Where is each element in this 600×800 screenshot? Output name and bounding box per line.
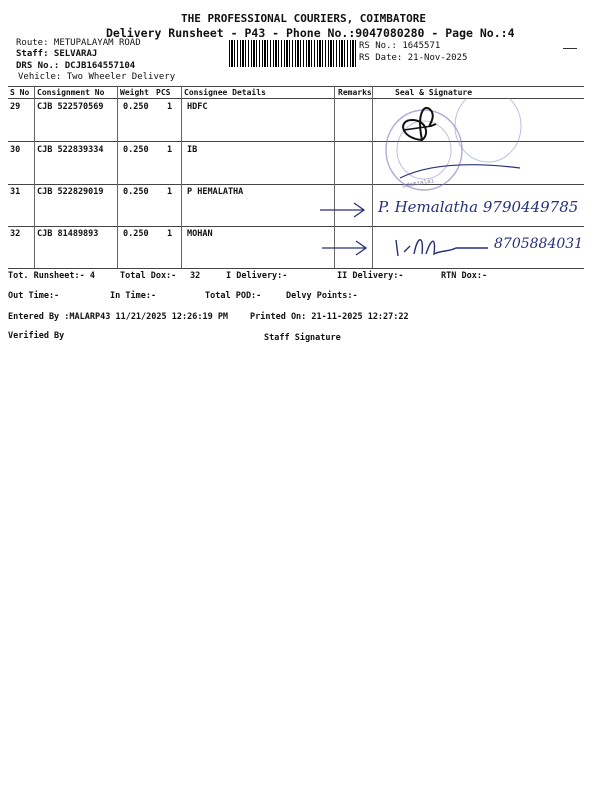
- signature-row29: [392, 100, 462, 145]
- table-row-consignee: P HEMALATHA: [187, 187, 244, 197]
- company-title: THE PROFESSIONAL COURIERS, COIMBATORE: [181, 12, 427, 25]
- table-row-pcs: 1: [167, 102, 173, 112]
- delvy-points: Delvy Points:-: [286, 291, 358, 301]
- corner-mark: [563, 48, 577, 49]
- table-row-consignee: HDFC: [187, 102, 208, 112]
- col-header-consignment: Consignment No: [37, 88, 105, 97]
- table-row-consignee: IB: [187, 145, 198, 155]
- table-row-consignment: CJB 522570569: [37, 102, 104, 112]
- row-divider: [8, 226, 584, 227]
- table-row-pcs: 1: [167, 145, 173, 155]
- handwritten-phone-row32: 8705884031: [494, 236, 584, 252]
- total-runsheet: Tot. Runsheet:- 4: [8, 271, 95, 281]
- table-row-consignment: CJB 81489893: [37, 229, 99, 239]
- col-header-pcs: PCS: [156, 88, 171, 97]
- table-top-border: [8, 86, 584, 87]
- col-header-seal: Seal & Signature: [395, 88, 473, 97]
- entered-by: Entered By :MALARP43 11/21/2025 12:26:19 PM: [8, 312, 229, 322]
- stamp-text: udamzalai: [401, 177, 435, 190]
- table-row-sno: 30: [10, 145, 21, 155]
- table-row-weight: 0.250: [123, 145, 149, 155]
- col-header-consignee: Consignee Details: [184, 88, 266, 97]
- total-dox-label: Total Dox:-: [120, 271, 177, 281]
- in-time: In Time:-: [110, 291, 157, 301]
- col-divider: [117, 86, 118, 268]
- printed-on: Printed On: 21-11-2025 12:27:22: [250, 312, 409, 322]
- col-header-remarks: Remarks: [338, 88, 372, 97]
- out-time: Out Time:-: [8, 291, 60, 301]
- table-row-consignment: CJB 522829019: [37, 187, 104, 197]
- table-row-consignee: MOHAN: [187, 229, 213, 239]
- i-delivery: I Delivery:-: [226, 271, 288, 281]
- col-header-weight: Weight: [120, 88, 149, 97]
- ii-delivery: II Delivery:-: [337, 271, 404, 281]
- drs-number: DRS No.: DCJB164557104: [16, 61, 136, 71]
- staff-signature: Staff Signature: [264, 333, 341, 343]
- verified-by: Verified By: [8, 331, 65, 341]
- col-divider: [34, 86, 35, 268]
- handwritten-signature-row31: P. Hemalatha 9790449785: [378, 198, 579, 216]
- table-row-sno: 31: [10, 187, 21, 197]
- table-row-pcs: 1: [167, 229, 173, 239]
- barcode: [229, 40, 356, 67]
- rtn-dox: RTN Dox:-: [441, 271, 488, 281]
- rs-date: RS Date: 21-Nov-2025: [359, 53, 468, 63]
- total-dox-value: 32: [190, 271, 201, 281]
- table-row-pcs: 1: [167, 187, 173, 197]
- table-row-weight: 0.250: [123, 229, 149, 239]
- col-divider: [181, 86, 182, 268]
- signature-row32: [392, 232, 492, 260]
- col-divider: [372, 86, 373, 268]
- table-row-weight: 0.250: [123, 102, 149, 112]
- table-row-sno: 29: [10, 102, 21, 112]
- table-row-weight: 0.250: [123, 187, 149, 197]
- route-label: Route: METUPALAYAM ROAD: [16, 38, 141, 48]
- runsheet-title: Delivery Runsheet - P43 - Phone No.:9047080280 - Page No.:4: [106, 26, 515, 40]
- total-pod: Total POD:-: [205, 291, 262, 301]
- arrow-icon: [320, 237, 372, 259]
- table-row-consignment: CJB 522839334: [37, 145, 104, 155]
- rs-number: RS No.: 1645571: [359, 41, 441, 51]
- summary-top-border: [8, 268, 584, 269]
- arrow-icon: [318, 198, 370, 220]
- staff-label: Staff: SELVARAJ: [16, 49, 98, 59]
- col-header-sno: S No: [10, 88, 30, 97]
- table-row-sno: 32: [10, 229, 21, 239]
- vehicle-label: Vehicle: Two Wheeler Delivery: [18, 72, 176, 82]
